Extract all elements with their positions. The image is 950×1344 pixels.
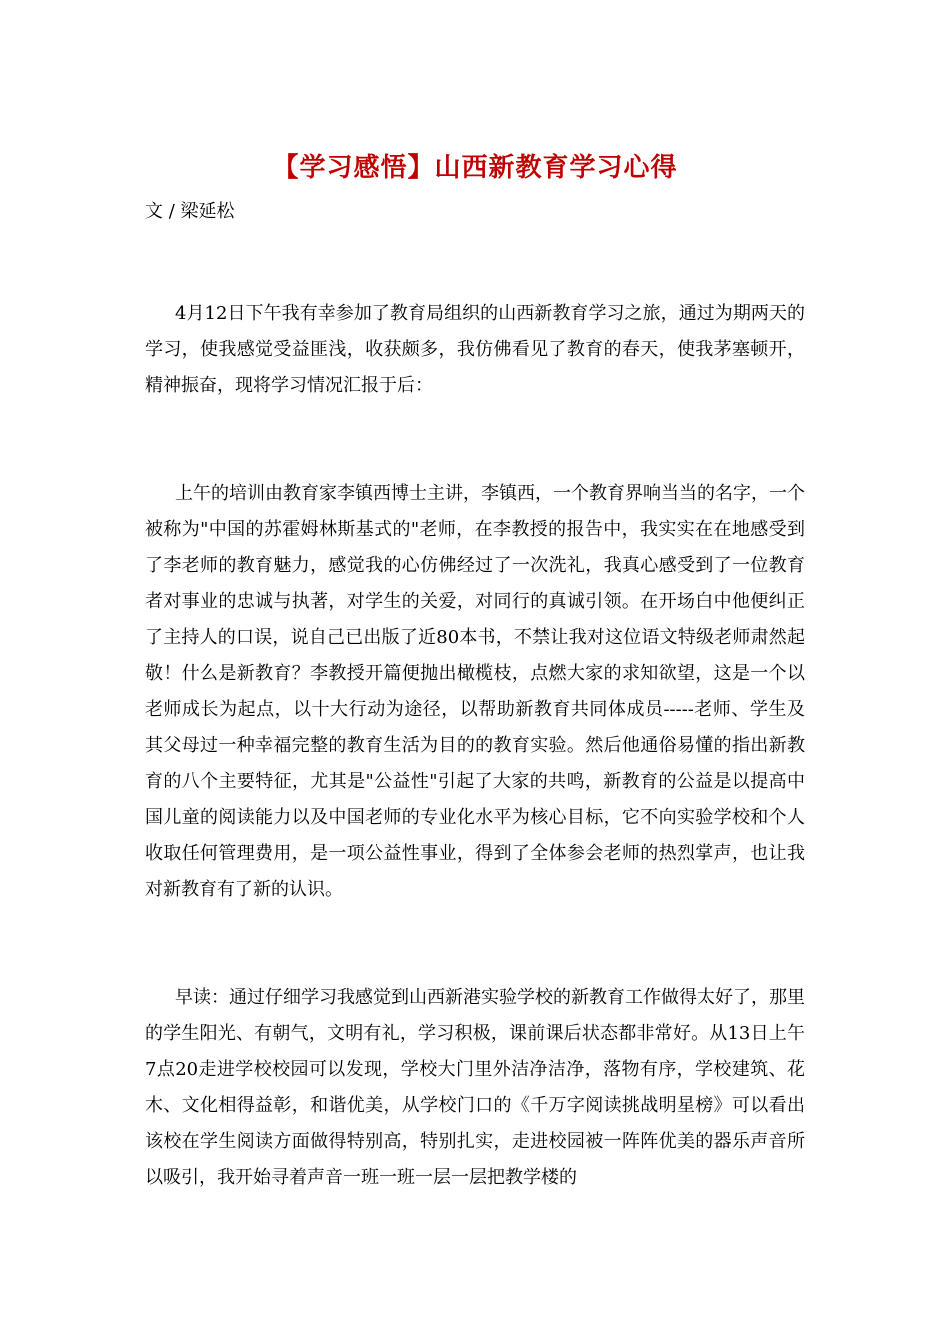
document-author: 文 / 梁延松 <box>145 201 235 222</box>
paragraph-2: 上午的培训由教育家李镇西博士主讲，李镇西，一个教育界响当当的名字，一个被称为"中国的苏霍姆林斯基式的"老师，在李教授的报告中，我实实在在地感受到了李老师的教育魅力，感觉我的心仿佛经过了一次洗礼，我真心感受到了一位教育者对事业的忠诚与执著，对学生的关爱，对同行的真诚引领。在开场白中他便纠正了主持人的口误，说自己已出版了近80本书，不禁让我对这位语文特级老师肃然起敬！什么是新教育？李教授开篇便抛出橄榄枝，点燃大家的求知欲望，这是一个以 老师成长为起点，以十大行动为途径，以帮助新教育共同体成员-----老师、学生及其父母过一种幸福完整的教育生活为目的的教育实验。然后他通俗易懂的指出新教育的八个主要特征，尤其是"公益性"引起了大家的共鸣，新教育的公益是以提高中国儿童的阅读能力以及中国老师的专业化水平为核心目标，它不向实验学校和个人收取任何管理费用，是一项公益性事业，得到了全体参会老师的热烈掌声，也让我对新教育有了新的认识。 <box>145 483 805 900</box>
paragraph-3: 早读：通过仔细学习我感觉到山西新港实验学校的新教育工作做得太好了，那里的学生阳光、有朝气，文明有礼，学习积极，课前课后状态都非常好。从13日上午7点20走进学校校园可以发现，学校大门里外洁净洁净，落物有序，学校建筑、花木、文化相得益彰，和谐优美，从学校门口的《千万字阅读挑战明星榜》可以看出该校在学生阅读方面做得特别高，特别扎实，走进校园被一阵阵优美的器乐声音所以吸引，我开始寻着声音一班一班一层一层把教学楼的 <box>145 987 805 1188</box>
paragraph-1: 4月12日下午我有幸参加了教育局组织的山西新教育学习之旅，通过为期两天的学习，使我感觉受益匪浅，收获颇多，我仿佛看见了教育的春天，使我茅塞顿开，精神振奋，现将学习情况汇报于后： <box>145 303 805 396</box>
document-title: 【学习感悟】山西新教育学习心得 <box>272 153 678 183</box>
